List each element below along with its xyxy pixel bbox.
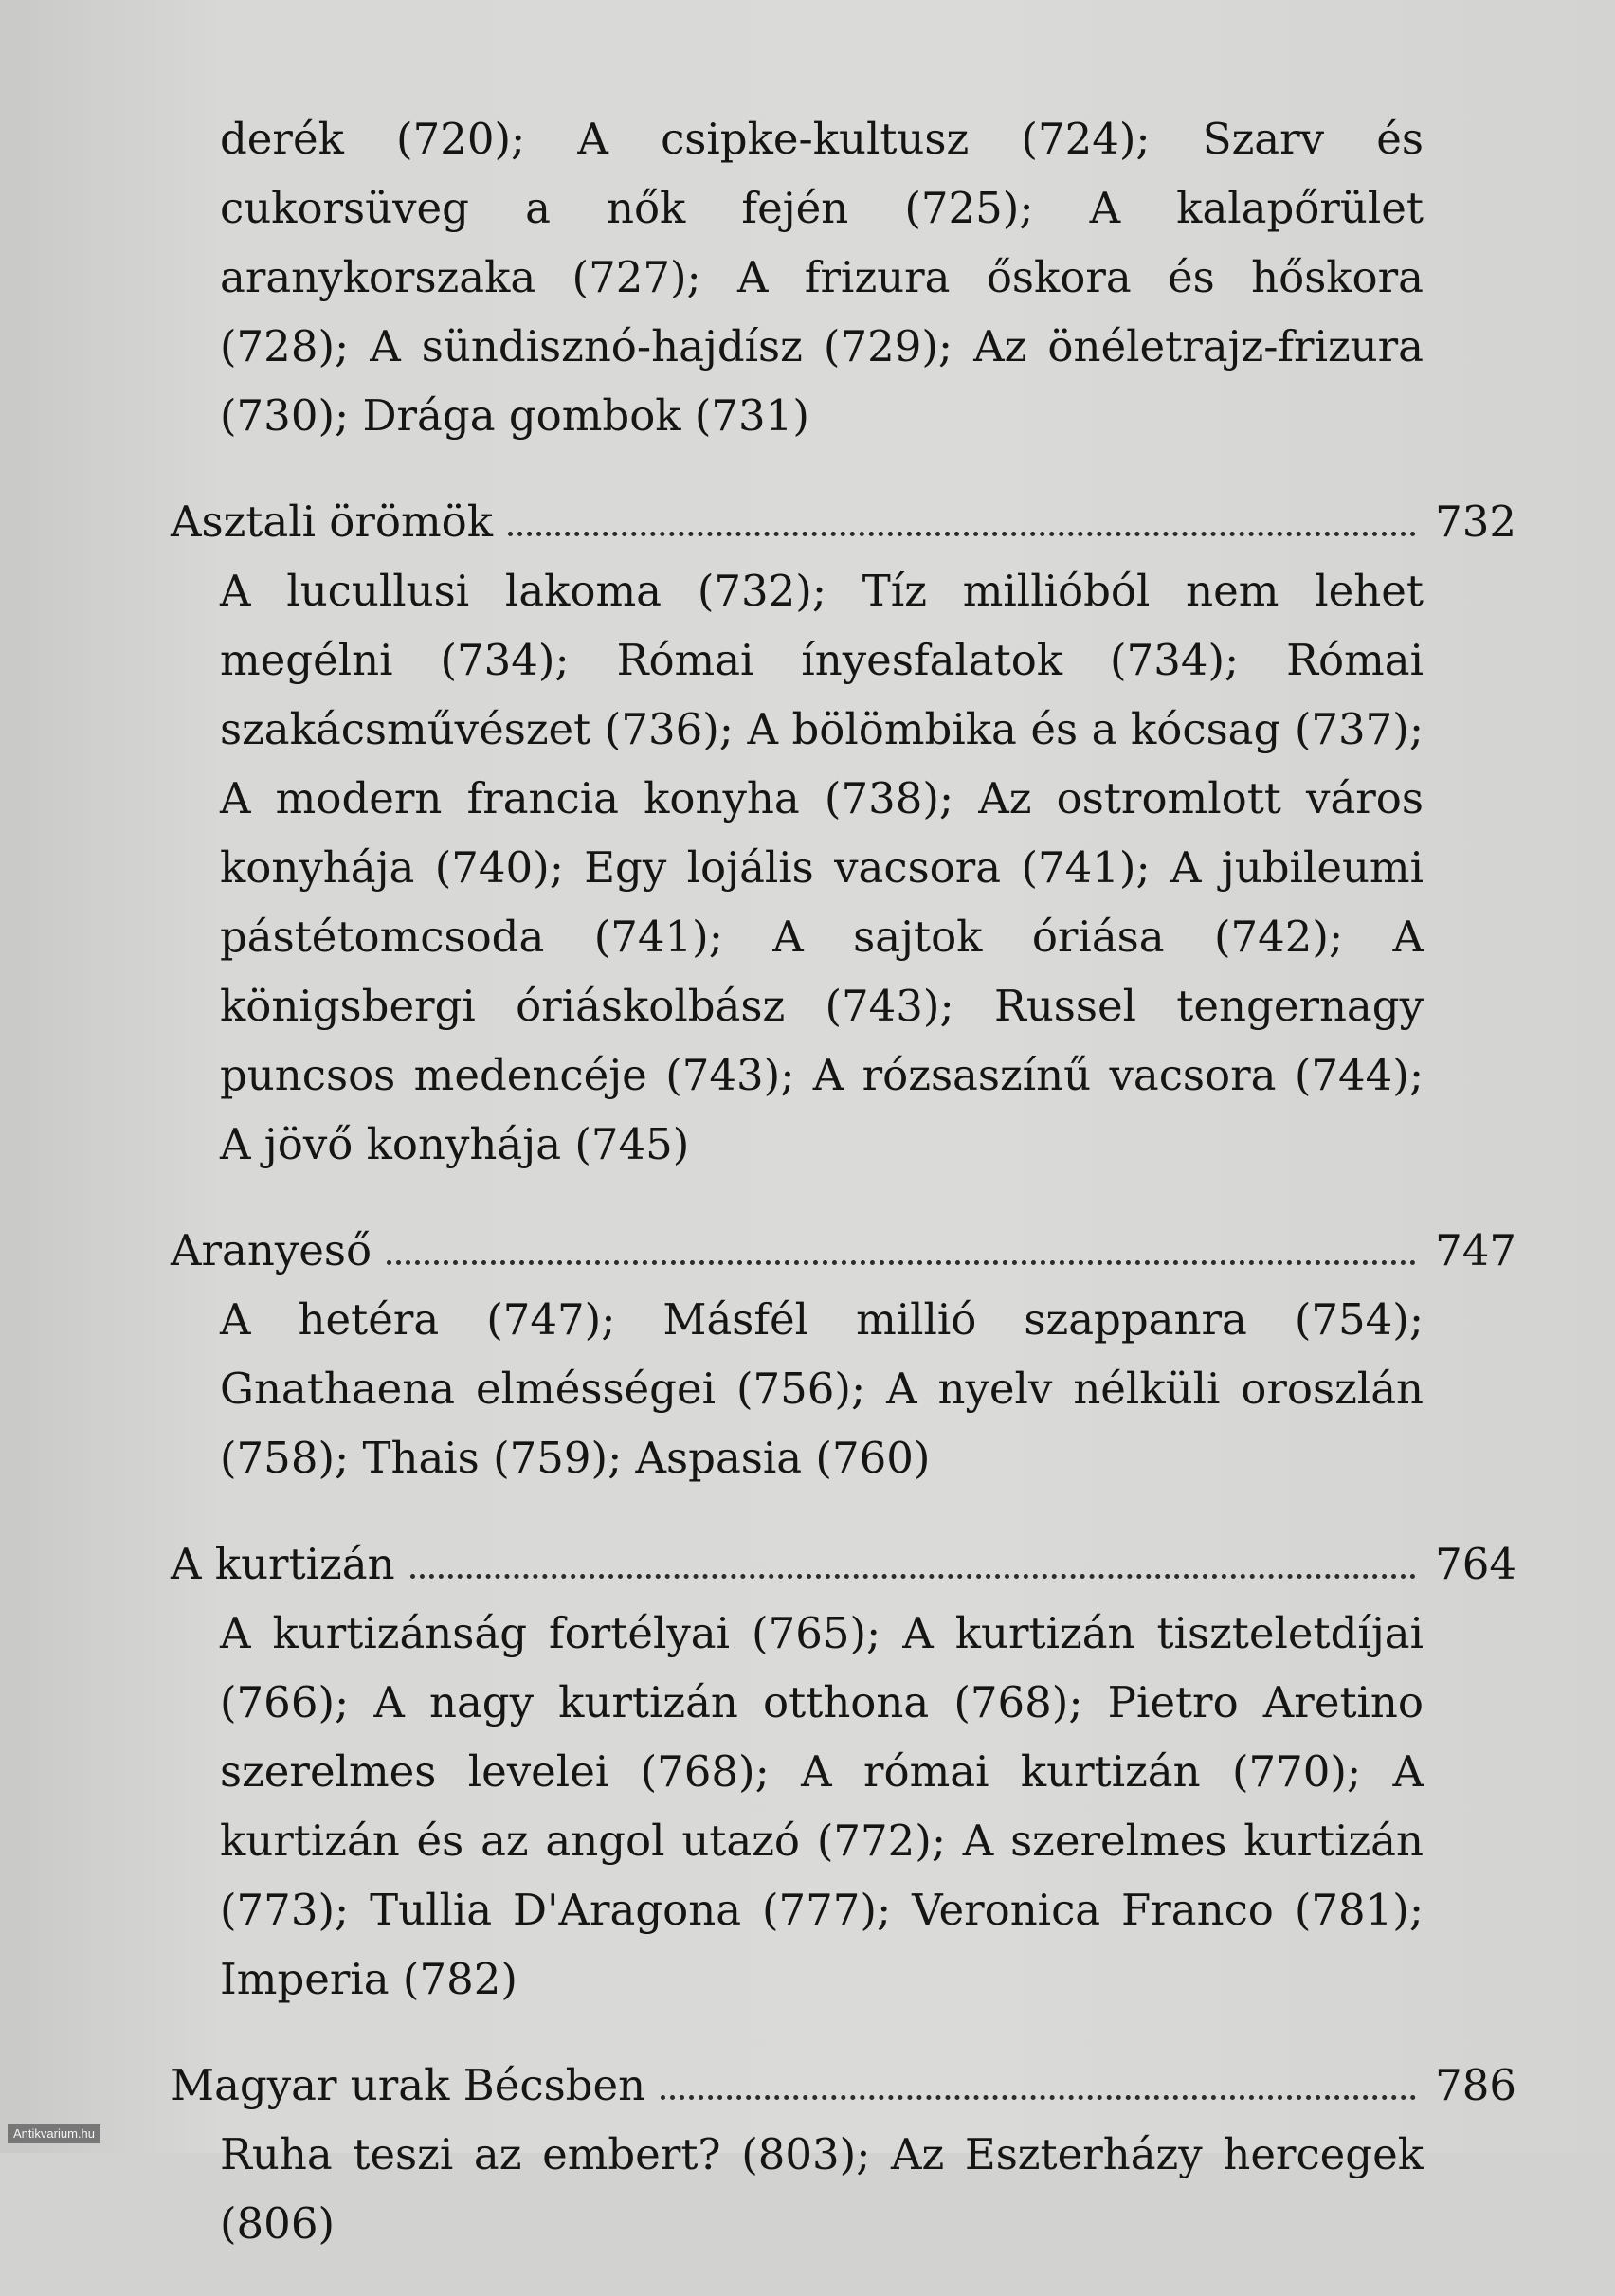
page-number: 764 bbox=[1435, 1539, 1516, 1589]
dot-leader bbox=[410, 1574, 1416, 1579]
page-number: 747 bbox=[1435, 1225, 1516, 1275]
toc-entry bbox=[171, 488, 1516, 1179]
entry-header bbox=[171, 2052, 1516, 2120]
watermark-label: Antikvarium.hu bbox=[8, 2124, 100, 2143]
entry-header bbox=[171, 1530, 1516, 1599]
toc-entry bbox=[171, 104, 1516, 450]
entry-title: A kurtizán bbox=[171, 1539, 395, 1589]
page-number: 786 bbox=[1435, 2060, 1516, 2110]
entry-description: derék (720); A csipke-kultusz (724); Szarv és cukorsüveg a nők fején (725); A kalapőrület aranykorszaka (727); A frizura őskora és hőskora (728); A sündisznó-hajdísz (729); Az önéletrajz-frizura (730); Drága gombok (731) bbox=[220, 114, 1424, 441]
entry-title: Magyar urak Bécsben bbox=[171, 2060, 646, 2110]
toc-entry bbox=[171, 2052, 1516, 2258]
entry-header bbox=[171, 1217, 1516, 1285]
toc-entry bbox=[171, 1530, 1516, 2014]
dot-leader bbox=[508, 532, 1416, 536]
entry-description: Ruha teszi az embert? (803); Az Eszterházy hercegek (806) bbox=[220, 2129, 1424, 2249]
entry-description: A lucullusi lakoma (732); Tíz millióból nem lehet megélni (734); Római ínyesfalatok (734); Római szakácsművészet (736); A bölömbika és a kócsag (737); A modern francia konyha (738); Az ostromlott város konyhája (740); Egy lojális vacsora (741); A jubileumi pástétomcsoda (741); A sajtok óriása (742); A königsbergi óriáskolbász (743); Russel tengernagy puncsos medencéje (743); A rózsaszínű vacsora (744); A jövő konyhája (745) bbox=[220, 566, 1424, 1169]
entry-title: Asztali örömök bbox=[171, 497, 494, 547]
entry-title: Aranyeső bbox=[171, 1225, 372, 1275]
dot-leader bbox=[387, 1260, 1416, 1265]
entry-description: A hetéra (747); Másfél millió szappanra (754); Gnathaena elmésségei (756); A nyelv nélküli oroszlán (758); Thais (759); Aspasia (760) bbox=[220, 1294, 1424, 1483]
entry-header bbox=[171, 488, 1516, 556]
table-of-contents bbox=[171, 104, 1516, 2296]
entry-description: A kurtizánság fortélyai (765); A kurtizán tiszteletdíjai (766); A nagy kurtizán otthona (768); Pietro Aretino szerelmes levelei (768); A római kurtizán (770); A kurtizán és az angol utazó (772); A szerelmes kurtizán (773); Tullia D'Aragona (777); Veronica Franco (781); Imperia (782) bbox=[220, 1608, 1424, 2004]
dot-leader bbox=[661, 2095, 1416, 2100]
toc-entry bbox=[171, 1217, 1516, 1492]
page-number: 732 bbox=[1435, 497, 1516, 547]
